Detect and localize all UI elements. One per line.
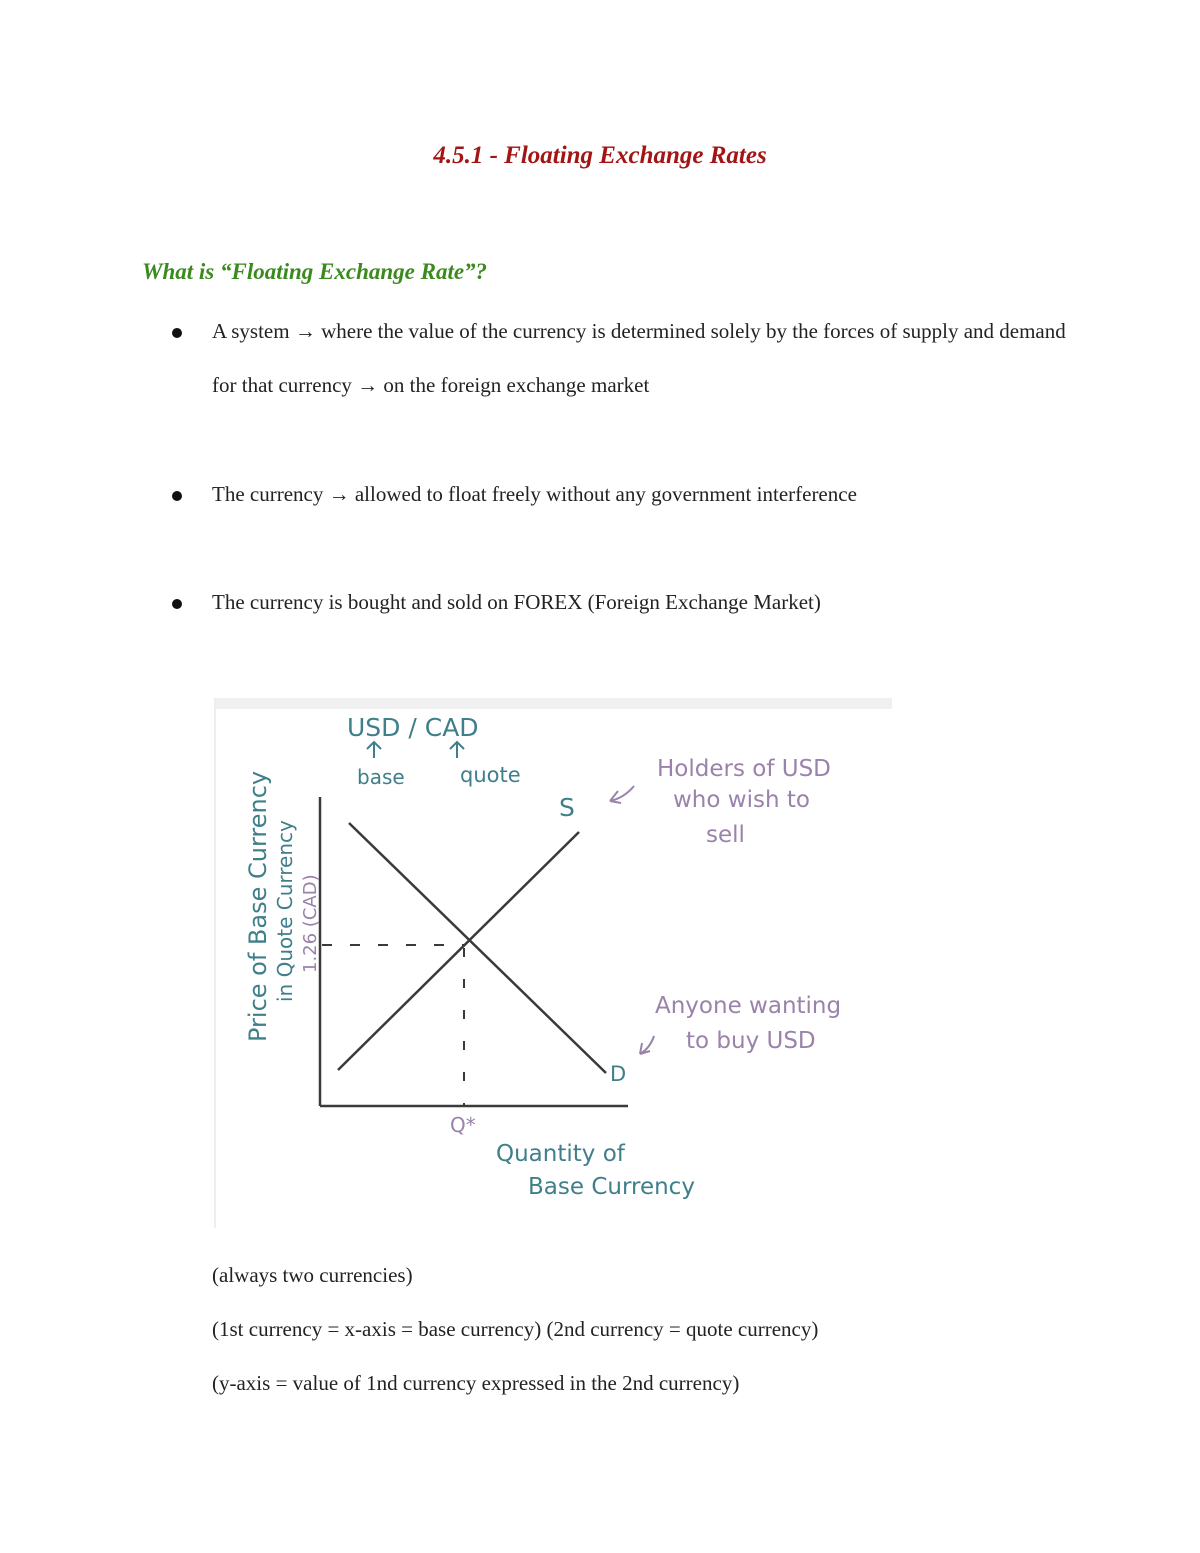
x-axis-label: Base Currency [528, 1174, 695, 1200]
equilibrium-quantity-label: Q* [450, 1113, 476, 1137]
bullet-icon [172, 491, 182, 501]
list-item-text: A system → where the value of the currency is determined solely by the forces of supply and demand for that currency → on the foreign exchange market [212, 319, 1066, 397]
supply-annotation: sell [706, 822, 745, 848]
figure-caption: (always two currencies) [212, 1263, 413, 1287]
demand-annotation: to buy USD [686, 1028, 816, 1054]
page-title: 4.5.1 - Floating Exchange Rates [433, 142, 767, 169]
figure-caption: (y-axis = value of 1nd currency expressed in the 2nd currency) [212, 1371, 740, 1395]
y-axis-label: Price of Base Currency [244, 770, 272, 1042]
quote-label: quote [460, 763, 521, 787]
demand-annotation: Anyone wanting [655, 993, 842, 1019]
section-heading: What is “Floating Exchange Rate”? [142, 259, 488, 284]
supply-annotation: Holders of USD [657, 756, 831, 782]
supply-demand-diagram [214, 698, 892, 1228]
supply-annotation: who wish to [673, 787, 810, 813]
price-label: 1.26 (CAD) [300, 874, 321, 973]
currency-pair-label: USD / CAD [347, 713, 479, 742]
x-axis-label: Quantity of [496, 1141, 625, 1167]
list-item-text: The currency is bought and sold on FOREX (Foreign Exchange Market) [212, 590, 821, 614]
bullet-icon [172, 599, 182, 609]
supply-label: S [559, 793, 575, 822]
base-label: base [357, 765, 405, 789]
demand-label: D [610, 1062, 627, 1086]
list-item-text: The currency → allowed to float freely without any government interference [212, 482, 857, 506]
figure-caption: (1st currency = x-axis = base currency) (2nd currency = quote currency) [212, 1317, 819, 1341]
bullet-icon [172, 328, 182, 338]
y-axis-label: in Quote Currency [273, 820, 297, 1002]
